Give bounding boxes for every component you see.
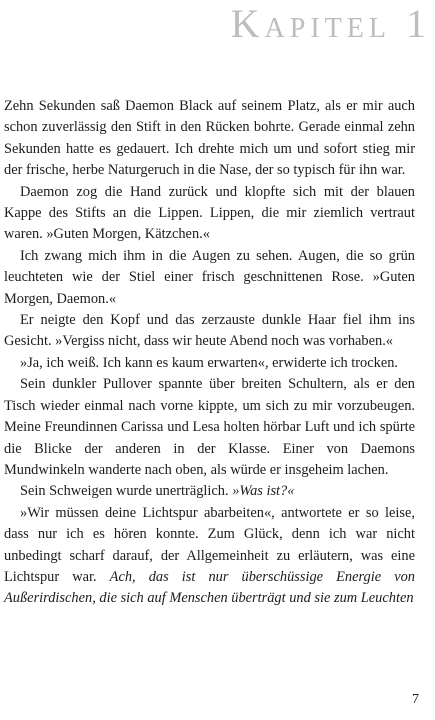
paragraph-8-text: »Wir müssen deine Lichtspur abarbeiten«, antwortete er so leise, dass nur ich es hören konnte. Zum Glück, denn ich war nicht unbedingt scharf darauf, der Allgemeinheit zu erläutern, was eine Lichtspur war. — [4, 504, 415, 585]
paragraph-8-italic: Ach, das ist nur überschüssige Energie von Außerirdischen, die sich auf Menschen überträgt und sie zum Leuchten — [4, 568, 415, 607]
body-text — [4, 96, 415, 610]
page-number: 7 — [412, 692, 419, 707]
chapter-heading: Kapitel 1 — [230, 1, 431, 46]
paragraph-7-italic: »Was ist?« — [232, 483, 295, 500]
paragraph-8 — [4, 503, 415, 610]
paragraph-3: Ich zwang mich ihm in die Augen zu sehen. Augen, die so grün leuchteten wie der Stiel einer frisch geschnittenen Rose. »Guten Morgen, Daemon.« — [4, 247, 415, 307]
paragraph-2: Daemon zog die Hand zurück und klopfte sich mit der blauen Kappe des Stifts an die Lippen. Lippen, die mir ziemlich vertraut waren. »Guten Morgen, Kätzchen.« — [4, 183, 415, 243]
paragraph-1: Zehn Sekunden saß Daemon Black auf seinem Platz, als er mir auch schon zuverlässig den Stift in den Rücken bohrte. Gerade einmal zehn Sekunden hatte es gedauert. Ich drehte mich um und sofort stieg mir der frische, herbe Naturgeruch in die Nase, der so typisch für ihn war. — [4, 98, 415, 179]
paragraph-7 — [4, 481, 415, 502]
paragraph-4: Er neigte den Kopf und das zerzauste dunkle Haar fiel ihm ins Gesicht. »Vergiss nicht, dass wir heute Abend noch was vorhaben.« — [4, 312, 415, 350]
paragraph-6: Sein dunkler Pullover spannte über breiten Schultern, als er den Tisch wieder einmal nach vorne kippte, um sich zu mir vorzubeugen. Meine Freundinnen Carissa und Lesa holten hörbar Luft und ich spürte die Blicke der anderen in der Klasse. Einer von Daemons Mundwinkeln wanderte nach oben, als würde er insgeheim lachen. — [4, 376, 415, 478]
paragraph-5: »Ja, ich weiß. Ich kann es kaum erwarten«, erwiderte ich trocken. — [20, 354, 399, 371]
paragraph-7-text: Sein Schweigen wurde unerträglich. — [20, 483, 233, 500]
